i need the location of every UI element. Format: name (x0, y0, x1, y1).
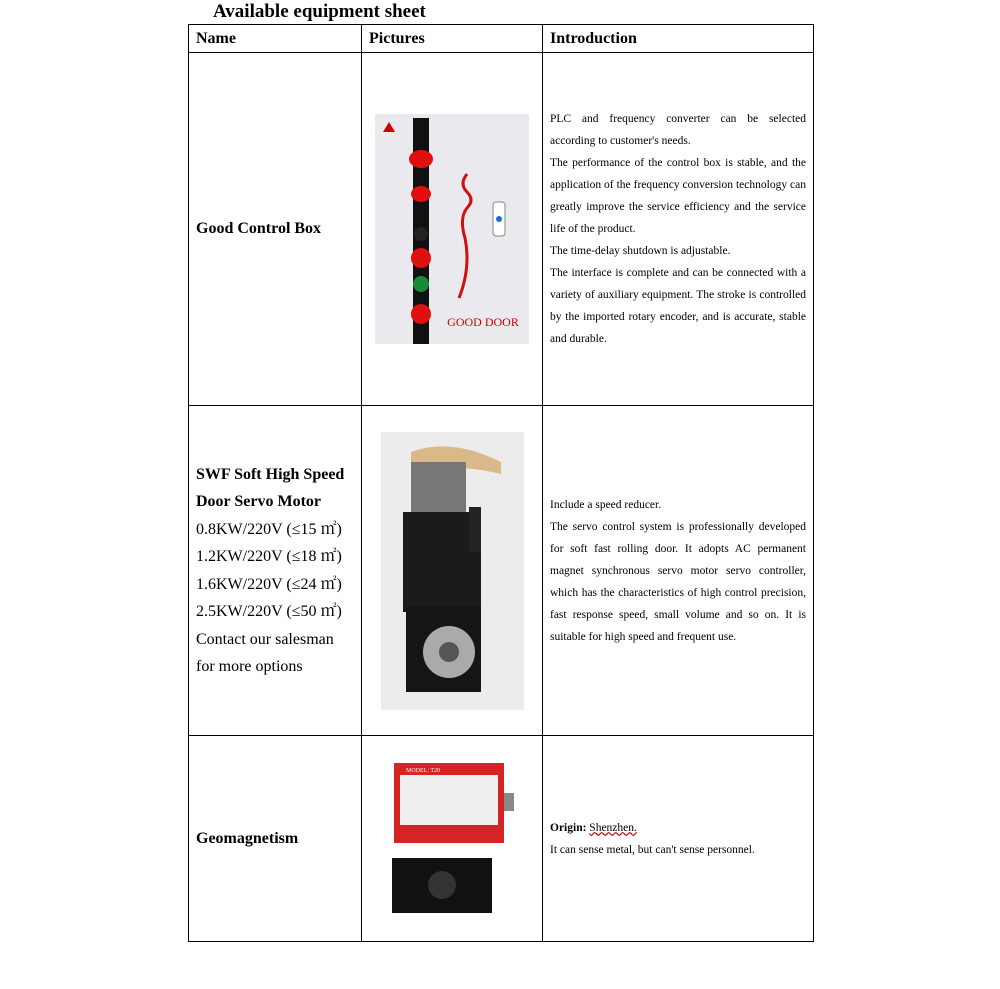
intro-line: The interface is complete and can be connected with a variety of auxiliary equipment. The stroke is controlled by the imported rotary encoder, and is accurate, stable and durable. (550, 267, 806, 345)
intro-line: PLC and frequency converter can be selected according to customer's needs. (550, 113, 806, 147)
intro-line: The servo control system is professionally developed for soft fast rolling door. It adopts AC permanent magnet synchronous servo motor servo controller, which has the characteristics of high control precision, fast response speed, small volume and so on. It is suitable for high speed and frequent use. (550, 520, 806, 643)
intro-line: Include a speed reducer. (550, 498, 662, 511)
spec-line: 1.2KW/220V (≤18 ㎡) (196, 548, 342, 565)
table-header-row (189, 25, 814, 53)
model-label: MODEL: T20 (406, 767, 441, 774)
equipment-table (188, 24, 814, 942)
control-box-image (362, 53, 543, 406)
name-line: Door Servo Motor (196, 493, 321, 510)
header-pictures: Pictures (362, 25, 543, 53)
servo-motor-image (362, 406, 543, 736)
table-row (189, 406, 814, 736)
spec-line: 0.8KW/220V (≤15 ㎡) (196, 520, 342, 538)
origin-label: Origin: (550, 821, 587, 834)
header-introduction: Introduction (543, 25, 814, 53)
intro-line: The time-delay shutdown is adjustable. (550, 245, 731, 257)
row-intro (543, 736, 814, 942)
good-door-label: GOOD DOOR (447, 315, 519, 329)
spec-line: 2.5KW/220V (≤50 ㎡) (196, 603, 342, 620)
origin-value: Shenzhen. (589, 821, 637, 834)
row-name: Good Control Box (189, 53, 362, 406)
row-intro (543, 406, 814, 736)
row-name: Geomagnetism (189, 736, 362, 942)
intro-line: The performance of the control box is stable, and the application of the frequency conversion technology can greatly improve the service efficiency and the service life of the product. (550, 157, 806, 235)
table-row (189, 736, 814, 942)
table-row (189, 53, 814, 406)
spec-line: Contact our salesman (196, 630, 334, 648)
name-line: SWF Soft High Speed (196, 465, 345, 483)
page-title: Available equipment sheet (213, 1, 426, 22)
spec-line: 1.6KW/220V (≤24 ㎡) (196, 575, 342, 593)
row-intro (543, 53, 814, 406)
geomagnetism-image (362, 736, 543, 942)
spec-line: for more options (196, 658, 303, 675)
intro-line: It can sense metal, but can't sense personnel. (550, 843, 755, 856)
row-name (189, 406, 362, 736)
header-name: Name (189, 25, 362, 53)
